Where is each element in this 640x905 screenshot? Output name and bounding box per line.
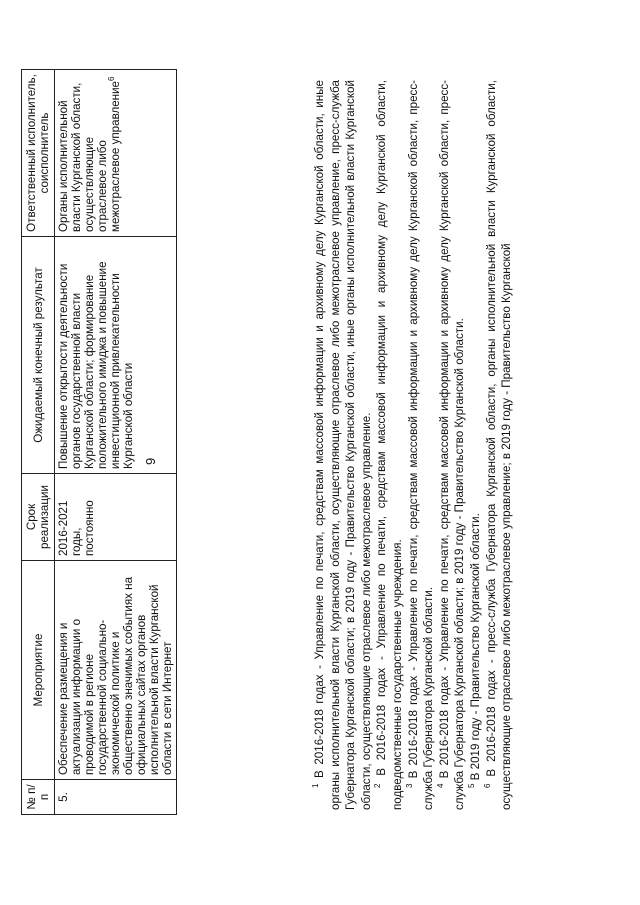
footnote-6-num: 6 bbox=[482, 783, 492, 788]
footnote-3 bbox=[406, 80, 437, 810]
cell-result: Повышение открытости деятельности органов государственной власти Курганской области; формирование положительного имиджа и повышение инвестиционной привлекательности Курганской области bbox=[55, 237, 177, 474]
footnote-3-text: В 2016-2018 годах - Управление по печати, средствам массовой информации и архивному делу Курганской области, пресс-служба Губернатора Курганской области. bbox=[406, 80, 436, 810]
header-result: Ожидаемый конечный результат bbox=[22, 237, 55, 474]
footnote-4-text: В 2016-2018 годах - Управление по печати, средствам массовой информации и архивному делу Курганской области, пресс-служба Губернатора Курганской области; в 2019 году - Правительство Курганской области. bbox=[437, 80, 467, 810]
footnotes bbox=[312, 80, 515, 810]
footnote-5-num: 5 bbox=[467, 783, 477, 788]
footnote-2 bbox=[374, 80, 405, 810]
cell-activity: Обеспечение размещения и актуализации информации о проводимой в регионе государственной социально-экономической политике и общественно значимых событиях на официальных сайтах органов исполнительной власти Курганской области в сети Интернет bbox=[55, 561, 177, 780]
activities-table bbox=[21, 69, 177, 815]
cell-term: 2016-2021 годы, постоянно bbox=[55, 474, 177, 561]
header-activity: Мероприятие bbox=[22, 561, 55, 780]
executor-text: Органы исполнительной власти Курганской области, осуществляющие отраслевое либо межотраслевое управление bbox=[57, 80, 122, 232]
footnote-6 bbox=[484, 80, 515, 810]
table-header-row bbox=[22, 70, 55, 815]
footnote-5 bbox=[468, 80, 484, 810]
page-number: 9 bbox=[143, 457, 158, 465]
footnote-6-text: В 2016-2018 годах - пресс-служба Губернатора Курганской области, органы исполнительной власти Курганской области, осуществляющие отраслевое либо межотраслевое управление; в 2019 году - Правительство Курганской bbox=[484, 80, 514, 810]
footnote-5-text: В 2019 году - Правительство Курганской области. bbox=[468, 513, 482, 781]
footnote-2-num: 2 bbox=[373, 783, 383, 788]
table-row bbox=[55, 70, 177, 815]
header-executor: Ответственный исполнитель, соисполнитель bbox=[22, 70, 55, 237]
header-term: Срок реализации bbox=[22, 474, 55, 561]
cell-num: 5. bbox=[55, 780, 177, 815]
footnote-1-text: В 2016-2018 годах - Управление по печати, средствам массовой информации и архивному делу Курганской области, иные органы исполнительной власти Курганской области, осуществляющие отраслевое либо межотраслевое управление, пресс-служба Губернатора Курганской области; в 2019 году - Правительство Курганской области, иные органы исполнительной власти Курганской области, осуществляющие отраслевое либо межотраслевое управление. bbox=[313, 80, 373, 810]
footnote-3-num: 3 bbox=[404, 783, 414, 788]
footnote-4-num: 4 bbox=[435, 783, 445, 788]
cell-executor bbox=[55, 70, 177, 237]
footnote-2-text: В 2016-2018 годах - Управление по печати, средствам массовой информации и архивному делу Курганской области, подведомственные государственные учреждения. bbox=[375, 80, 404, 810]
footnote-1-num: 1 bbox=[311, 783, 321, 788]
footnote-1 bbox=[312, 80, 374, 810]
header-num: № п/п bbox=[22, 780, 55, 815]
executor-footnote-ref: 6 bbox=[107, 76, 117, 81]
footnote-4 bbox=[437, 80, 468, 810]
